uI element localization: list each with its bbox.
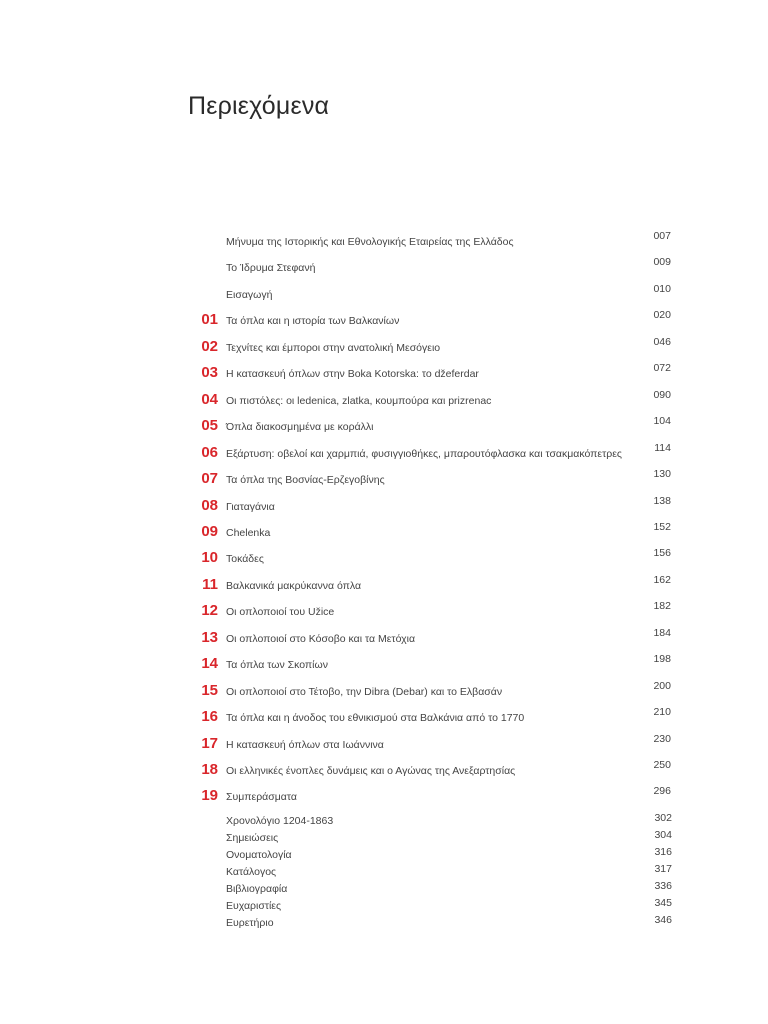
toc-entry-title: Εισαγωγή [226,288,273,301]
toc-row-chapter[interactable] [0,336,768,358]
toc-entry-page: 020 [653,309,671,322]
toc-entry-page: 250 [653,759,671,771]
chapter-number: 06 [201,443,218,461]
toc-entry-page: 210 [653,706,671,719]
chapter-number: 03 [201,364,218,382]
toc-row-chapter[interactable] [0,495,768,517]
toc-entry-page: 114 [654,441,671,454]
toc-entry-title: Η κατασκευή όπλων στην Boka Kotorska: το džeferdar [226,368,479,381]
toc-entry-title: Τα όπλα και η άνοδος του εθνικισμού στα Βαλκάνια από το 1770 [226,712,525,725]
toc-row-chapter[interactable] [0,389,768,411]
toc-row-front[interactable] [0,256,768,278]
chapter-number: 12 [201,602,218,620]
chapter-number: 14 [201,655,218,673]
toc-row-chapter[interactable] [0,309,768,331]
toc-entry-page: 010 [653,282,671,295]
toc-row-chapter[interactable] [0,733,768,755]
toc-entry-page: 304 [654,829,672,841]
chapter-number: 08 [201,496,218,514]
toc-entry-page: 090 [653,388,671,401]
toc-entry-page: 156 [653,547,671,560]
chapter-number: 13 [201,628,218,646]
toc-entry-page: 345 [654,897,672,909]
toc-entry-page: 152 [653,520,671,533]
toc-entry-title: Οι οπλοποιοί στο Τέτοβο, την Dibra (Debar) και το Ελβασάν [226,685,503,698]
toc-row-chapter[interactable] [0,547,768,569]
chapter-number: 18 [201,761,218,778]
toc-row-front[interactable] [0,283,768,305]
toc-row-chapter[interactable] [0,653,768,675]
toc-entry-page: 104 [653,415,671,428]
toc-entry-page: 346 [654,914,672,926]
toc-entry-title: Βαλκανικά μακρύκαννα όπλα [226,579,362,592]
toc-entry-title: Τεχνίτες και έμποροι στην ανατολική Μεσόγειο [226,341,441,354]
toc-row-chapter[interactable] [0,785,768,807]
toc-row-chapter[interactable] [0,521,768,543]
toc-entry-title: Ονοματολογία [226,849,292,861]
toc-entry-page: 336 [654,880,672,892]
toc-row-back[interactable] [226,812,672,829]
chapter-number: 11 [202,575,218,593]
toc-row-back[interactable] [226,914,672,931]
toc-entry-title: Μήνυμα της Ιστορικής και Εθνολογικής Εταιρείας της Ελλάδος [226,236,514,248]
toc-entry-title: Όπλα διακοσμημένα με κοράλλι [226,421,374,434]
toc-entry-page: 302 [654,812,672,824]
toc-entry-page: 009 [653,256,671,269]
toc-row-chapter[interactable] [0,759,768,781]
toc-row-back[interactable] [226,897,672,914]
toc-row-chapter[interactable] [0,442,768,464]
toc-entry-page: 130 [653,468,671,481]
toc-row-chapter[interactable] [0,600,768,622]
toc-row-chapter[interactable] [0,627,768,649]
chapter-number: 15 [201,681,218,699]
toc-entry-title: Ευρετήριο [226,917,274,929]
toc-entry-title: Σημειώσεις [226,832,279,844]
toc-row-chapter[interactable] [0,415,768,437]
toc-row-front[interactable] [0,230,768,252]
toc-entry-page: 182 [653,600,671,613]
toc-row-chapter[interactable] [0,680,768,702]
toc-entry-page: 198 [653,653,671,666]
toc-entry-page: 317 [654,863,672,875]
toc-entry-title: Κατάλογος [226,866,277,878]
chapter-number: 04 [201,390,218,408]
toc-entry-page: 046 [653,335,671,348]
toc-row-chapter[interactable] [0,574,768,596]
toc-entry-title: Συμπεράσματα [226,791,297,804]
chapter-number: 01 [201,311,218,329]
toc-entry-page: 200 [653,679,671,692]
chapter-number: 07 [201,470,218,488]
chapter-number: 19 [201,787,218,805]
toc-row-back[interactable] [226,829,672,846]
toc-entry-page: 230 [653,732,671,745]
toc-row-chapter[interactable] [0,468,768,490]
toc-row-back[interactable] [226,863,672,880]
toc-entry-title: Γιαταγάνια [226,500,275,513]
toc-entry-page: 162 [653,573,671,586]
chapter-number: 05 [201,417,218,435]
toc-entry-title: Τοκάδες [226,553,264,566]
toc-entry-page: 316 [654,846,672,858]
toc-entry-title: Chelenka [226,526,271,539]
toc-entry-title: Τα όπλα και η ιστορία των Βαλκανίων [226,315,400,328]
toc-entry-title: Ευχαριστίες [226,900,282,912]
chapter-number: 16 [201,708,218,726]
chapter-number: 17 [201,734,218,752]
page-title: Περιεχόμενα [188,92,330,120]
toc-entry-title: Βιβλιογραφία [226,883,288,895]
toc-row-chapter[interactable] [0,362,768,384]
toc-entry-page: 072 [653,362,671,375]
toc-entry-page: 296 [653,785,671,798]
toc-entry-title: Τα όπλα της Βοσνίας-Ερζεγοβίνης [226,474,385,487]
back-matter-list [226,812,672,931]
toc-entry-page: 138 [653,494,671,507]
toc-entry-page: 184 [653,626,671,639]
toc-entry-title: Η κατασκευή όπλων στα Ιωάννινα [226,738,384,751]
toc-entry-title: Οι πιστόλες: οι ledenica, zlatka, κουμπούρα και prizrenac [226,394,492,407]
toc-row-back[interactable] [226,846,672,863]
chapter-number: 09 [201,522,218,540]
chapter-number: 10 [201,549,218,567]
toc-entry-title: Οι οπλοποιοί στο Κόσοβο και τα Μετόχια [226,632,416,645]
toc-entry-title: Το Ίδρυμα Στεφανή [226,262,316,275]
toc-entry-title: Εξάρτυση: οβελοί και χαρμπιά, φυσιγγιοθήκες, μπαρουτόφλασκα και τσακμακόπετρες [226,447,622,460]
chapter-number: 02 [201,337,218,355]
toc-row-chapter[interactable] [0,706,768,728]
toc-entry-title: Οι οπλοποιοί του Užice [226,606,335,619]
toc-row-back[interactable] [226,880,672,897]
toc-entry-title: Χρονολόγιο 1204-1863 [226,815,334,827]
toc-entry-title: Τα όπλα των Σκοπίων [226,659,328,672]
toc-entry-title: Οι ελληνικές ένοπλες δυνάμεις και ο Αγώνας της Ανεξαρτησίας [226,765,516,777]
toc-entry-page: 007 [653,230,671,242]
